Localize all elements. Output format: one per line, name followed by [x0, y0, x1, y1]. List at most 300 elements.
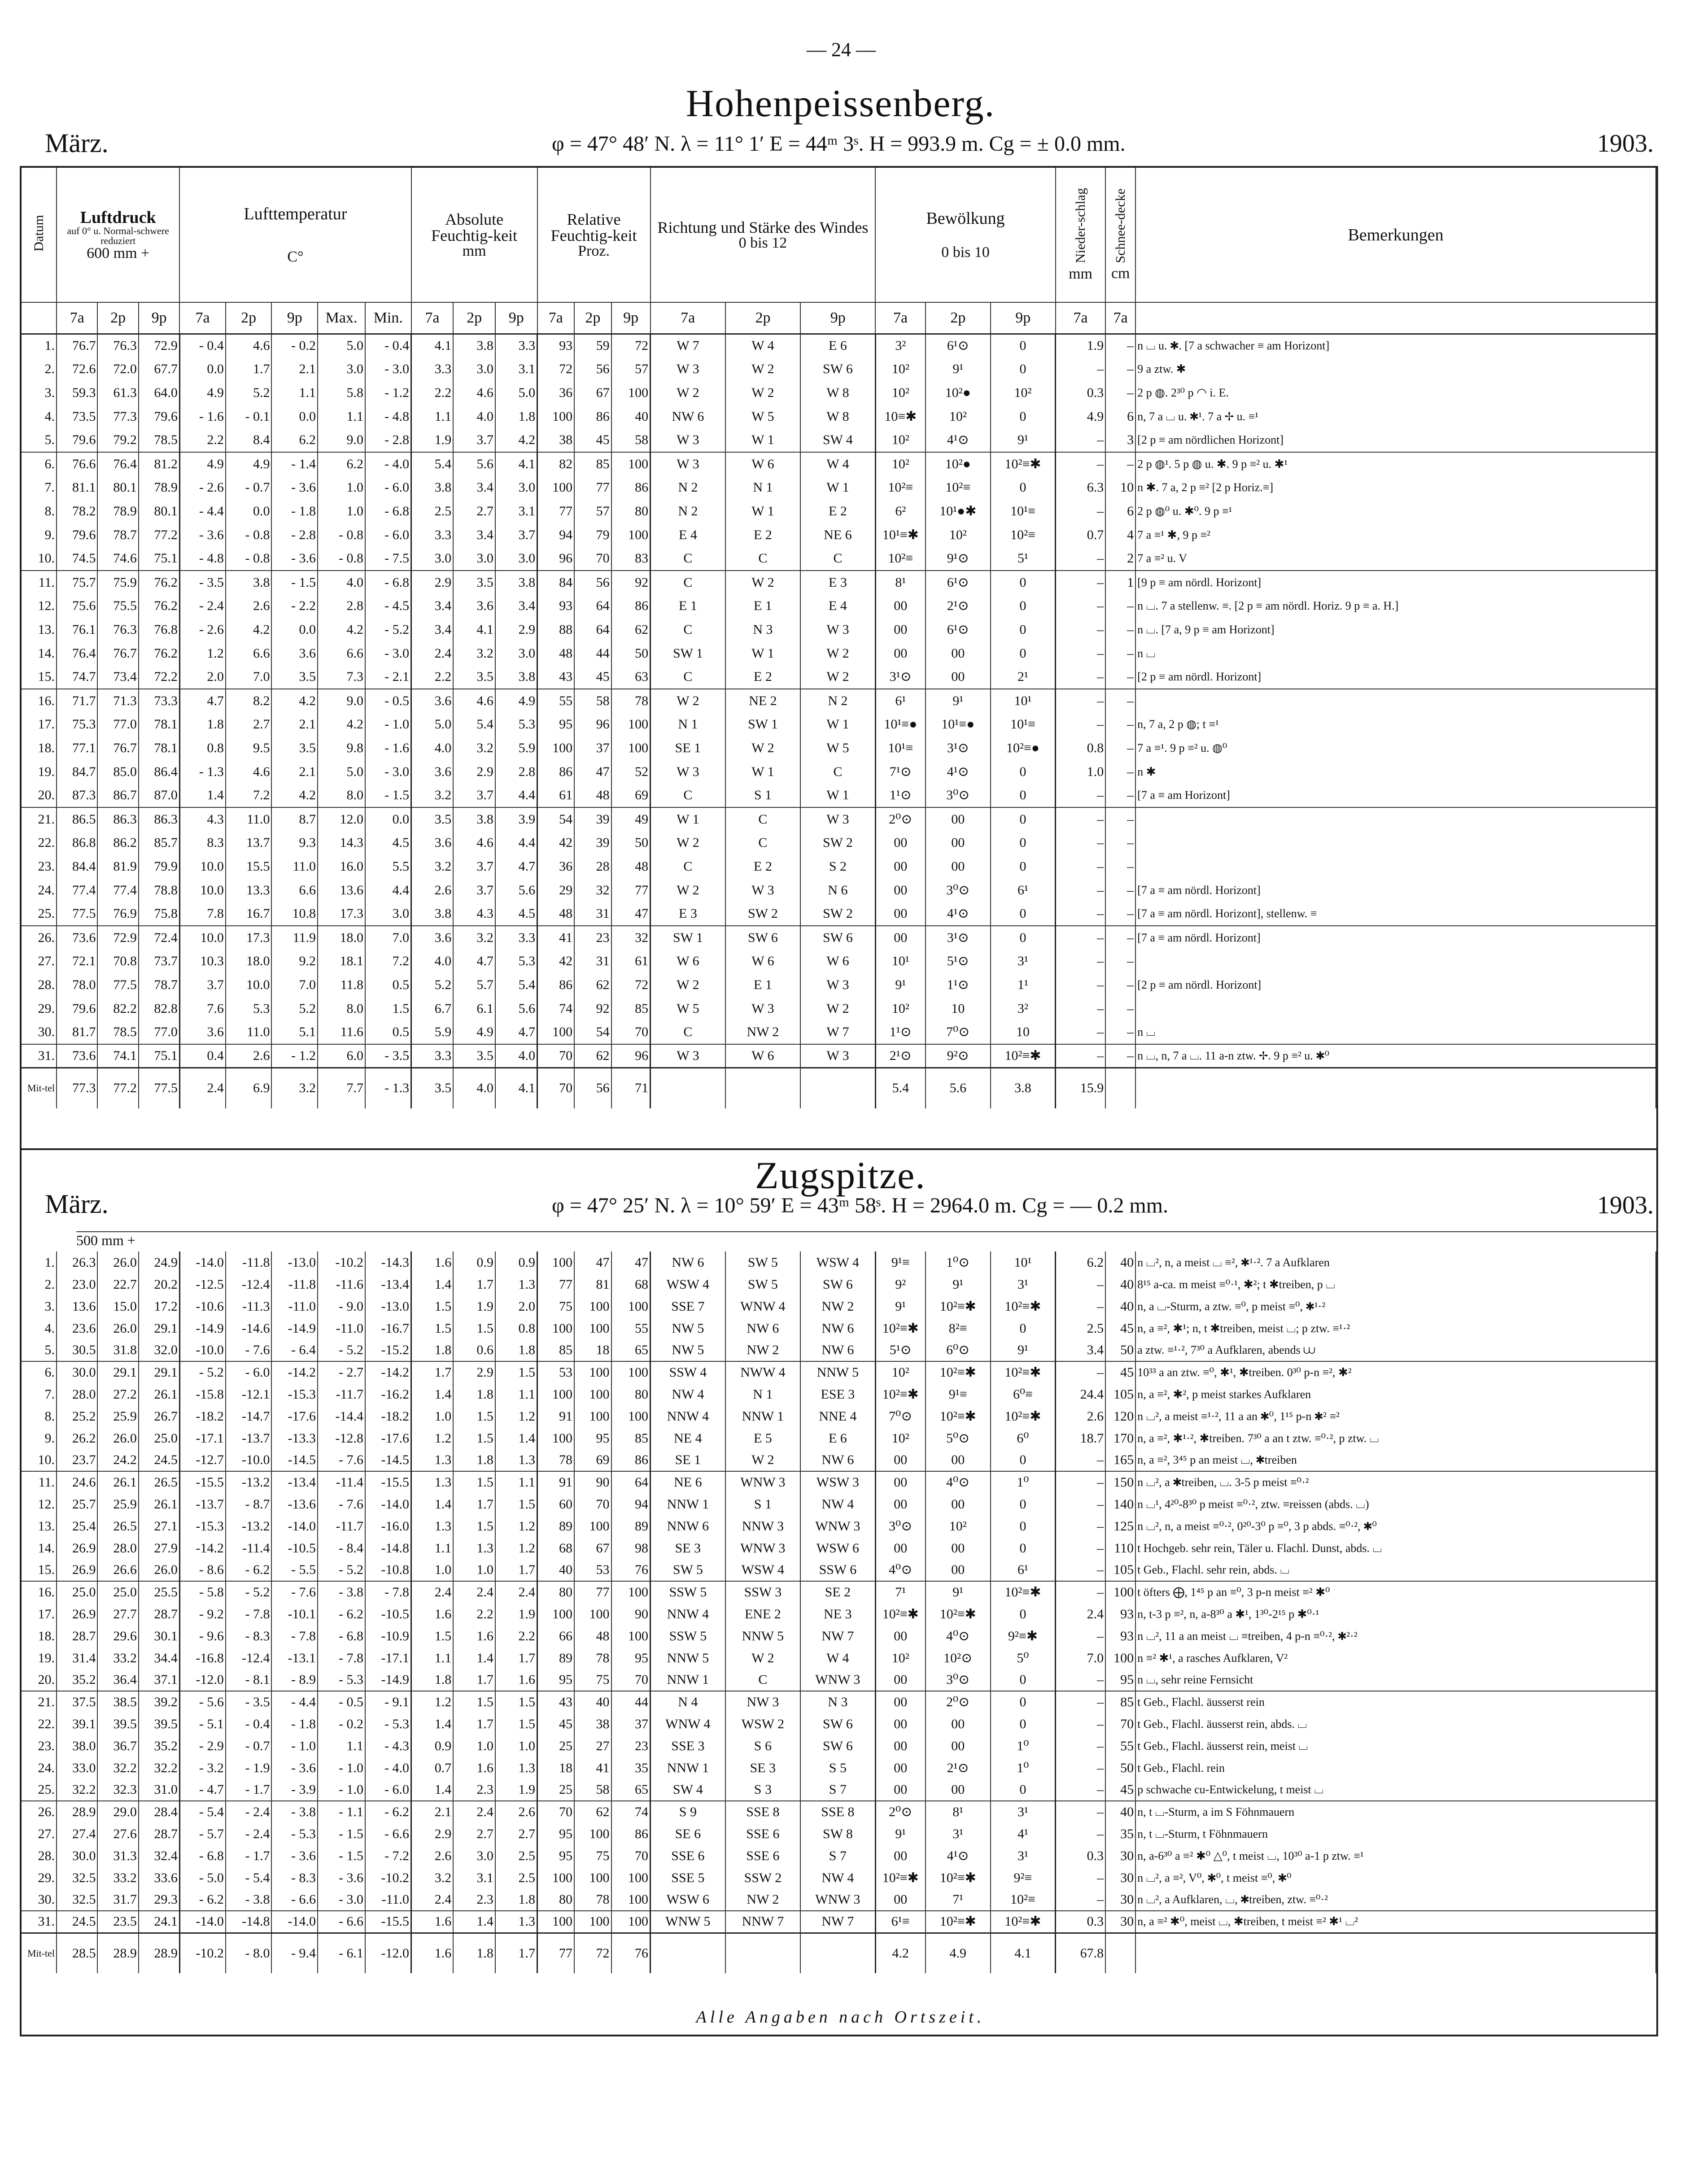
cell-tmin: -14.0	[365, 1493, 411, 1515]
year-2: 1903.	[1597, 1191, 1654, 1219]
cell-w2: E 5	[725, 1427, 800, 1449]
cell-b7: 00	[875, 1691, 926, 1713]
cell-a7: 2.6	[411, 878, 454, 902]
cell-r2: 100	[574, 1603, 611, 1625]
cell-w7: NE 6	[651, 1471, 725, 1493]
cell-t7: 10.0	[179, 926, 226, 950]
cell-r2: 58	[574, 689, 611, 713]
cell-tmax: - 5.2	[318, 1559, 365, 1581]
cell-p2: 27.6	[97, 1823, 138, 1845]
cell-bem: t öfters ⨁, 1⁴⁵ p an ≡⁰, 3 p-n meist ≡² ✱⁰	[1135, 1581, 1656, 1603]
cell-a9: 1.8	[495, 1339, 537, 1361]
cell-bem: n ⌴², a Aufklaren, ⌴, ✱treiben, ztw. ≡⁰·²	[1135, 1889, 1656, 1911]
cell-p2: 22.7	[97, 1273, 138, 1295]
table-row	[22, 357, 1656, 381]
cell-w7	[651, 1933, 725, 1973]
cell-p9: 25.5	[139, 1581, 179, 1603]
cell-t7: - 5.6	[179, 1691, 226, 1713]
cell-bem: n ⌴ u. ✱. [7 a schwacher ≡ am Horizont]	[1135, 334, 1656, 357]
cell-a2: 3.4	[453, 523, 495, 547]
table-row	[22, 1537, 1656, 1559]
cell-w9: SW 6	[800, 1713, 875, 1735]
cell-b2: 6⁰⊙	[926, 1339, 991, 1361]
cell-b9: 10²≡✱	[991, 1911, 1056, 1933]
cell-a2: 1.3	[453, 1537, 495, 1559]
cell-schnee: 150	[1105, 1471, 1135, 1493]
cell-b7: 10²≡✱	[875, 1867, 926, 1889]
cell-r7: 100	[537, 1603, 575, 1625]
cell-p9: 28.7	[139, 1603, 179, 1625]
cell-tmax: - 1.5	[318, 1823, 365, 1845]
cell-schnee: 105	[1105, 1383, 1135, 1405]
cell-w2: SW 6	[725, 926, 800, 950]
cell-schnee: –	[1105, 831, 1135, 855]
subheader-t9: 9p	[271, 302, 318, 334]
cell-tmax: -10.2	[318, 1251, 365, 1273]
cell-p7: 28.7	[57, 1625, 97, 1647]
cell-a9: 3.3	[495, 334, 537, 357]
cell-p9: 72.9	[139, 334, 179, 357]
cell-a9: 2.6	[495, 1801, 537, 1823]
cell-r7: 95	[537, 1669, 575, 1691]
cell-w9: C	[800, 547, 875, 571]
cell-w7: W 2	[651, 831, 725, 855]
cell-w2: C	[725, 831, 800, 855]
cell-r9: 100	[611, 1867, 651, 1889]
cell-p2: 24.2	[97, 1449, 138, 1471]
cell-w7: W 2	[651, 689, 725, 713]
cell-p2: 26.5	[97, 1515, 138, 1537]
cell-t2: - 0.8	[226, 547, 272, 571]
cell-b7: 10¹≡●	[875, 713, 926, 737]
table-row	[22, 807, 1656, 831]
cell-day: 29.	[22, 1867, 57, 1889]
cell-p2: 76.9	[97, 902, 138, 926]
cell-p7: 79.6	[57, 428, 97, 452]
cell-t9: 6.6	[271, 878, 318, 902]
cell-t7: - 8.6	[179, 1559, 226, 1581]
cell-p2: 61.3	[97, 381, 138, 405]
cell-w9: S 2	[800, 855, 875, 879]
cell-r2: 62	[574, 973, 611, 997]
cell-day: 9.	[22, 1427, 57, 1449]
cell-bem: p schwache cu-Entwickelung, t meist ⌴	[1135, 1779, 1656, 1801]
cell-r9: 68	[611, 1273, 651, 1295]
cell-r2: 79	[574, 523, 611, 547]
cell-b9: 0	[991, 1691, 1056, 1713]
cell-b2: 00	[926, 1559, 991, 1581]
cell-t9: - 3.6	[271, 476, 318, 500]
cell-a9: 4.4	[495, 784, 537, 807]
subheader-b2: 2p	[926, 302, 991, 334]
cell-p2: 71.3	[97, 689, 138, 713]
cell-day: 17.	[22, 1603, 57, 1625]
cell-a2: 4.6	[453, 831, 495, 855]
cell-w2: SE 3	[725, 1757, 800, 1779]
cell-t9: 4.2	[271, 689, 318, 713]
cell-a7: 3.3	[411, 357, 454, 381]
cell-tmin: -10.8	[365, 1559, 411, 1581]
cell-p2: 82.2	[97, 997, 138, 1020]
cell-day: 3.	[22, 1295, 57, 1317]
cell-r2: 53	[574, 1559, 611, 1581]
cell-r7: 84	[537, 571, 575, 594]
cell-p9: 72.4	[139, 926, 179, 950]
cell-a7: 0.7	[411, 1757, 454, 1779]
cell-tmin: 7.0	[365, 926, 411, 950]
cell-bem: n, a ≡², ✱¹; n, t ✱treiben, meist ⌴; p ztw. ≡¹·²	[1135, 1317, 1656, 1339]
cell-b7: 10²	[875, 1361, 926, 1383]
cell-tmax: 5.0	[318, 760, 365, 784]
cell-t7: - 6.2	[179, 1889, 226, 1911]
cell-bem: [2 p ≡ am nördlichen Horizont]	[1135, 428, 1656, 452]
cell-a9: 1.5	[495, 1713, 537, 1735]
cell-p7: 28.0	[57, 1383, 97, 1405]
cell-t9: -14.0	[271, 1911, 318, 1933]
cell-t9: - 1.8	[271, 500, 318, 523]
cell-schnee: 40	[1105, 1251, 1135, 1273]
cell-tmin: 4.4	[365, 878, 411, 902]
cell-b2: 00	[926, 1537, 991, 1559]
cell-tmin: 4.5	[365, 831, 411, 855]
cell-w2: NW 2	[725, 1889, 800, 1911]
cell-a2: 1.5	[453, 1317, 495, 1339]
cell-nied: –	[1056, 831, 1106, 855]
cell-w9	[800, 1068, 875, 1108]
cell-t9: - 3.8	[271, 1801, 318, 1823]
cell-p7: 28.5	[57, 1933, 97, 1973]
cell-a9: 3.8	[495, 665, 537, 689]
cell-p9: 26.7	[139, 1405, 179, 1427]
cell-w9: E 3	[800, 571, 875, 594]
cell-w7: N 2	[651, 476, 725, 500]
cell-t9: 7.0	[271, 973, 318, 997]
cell-w2: E 1	[725, 973, 800, 997]
cell-t9: - 7.8	[271, 1625, 318, 1647]
cell-nied: 6.3	[1056, 476, 1106, 500]
cell-r2: 48	[574, 1625, 611, 1647]
cell-bem: n, a ⌴-Sturm, a ztw. ≡⁰, p meist ≡⁰, ✱¹·²	[1135, 1295, 1656, 1317]
cell-t2: 16.7	[226, 902, 272, 926]
cell-r7: 77	[537, 1273, 575, 1295]
cell-r9: 58	[611, 428, 651, 452]
cell-p9: 78.9	[139, 476, 179, 500]
cell-schnee: –	[1105, 997, 1135, 1020]
cell-w7: SE 1	[651, 737, 725, 760]
cell-w2: WNW 3	[725, 1537, 800, 1559]
cell-tmin: - 3.5	[365, 1044, 411, 1068]
cell-p7: 81.7	[57, 1020, 97, 1044]
cell-day: 25.	[22, 902, 57, 926]
table-row	[22, 1735, 1656, 1757]
cell-tmin: -16.2	[365, 1383, 411, 1405]
cell-a2: 1.5	[453, 1471, 495, 1493]
cell-a7: 1.1	[411, 1537, 454, 1559]
cell-p7: 84.7	[57, 760, 97, 784]
cell-p9: 30.1	[139, 1625, 179, 1647]
cell-w7: W 7	[651, 334, 725, 357]
cell-p2: 76.3	[97, 334, 138, 357]
cell-t9: - 0.2	[271, 334, 318, 357]
cell-a9: 1.2	[495, 1405, 537, 1427]
cell-day: 18.	[22, 737, 57, 760]
section-divider	[20, 1148, 1658, 1150]
cell-t2: 17.3	[226, 926, 272, 950]
cell-p2: 26.0	[97, 1251, 138, 1273]
cell-r2: 56	[574, 571, 611, 594]
cell-b9: 9²≡	[991, 1867, 1056, 1889]
cell-a7: 1.8	[411, 1669, 454, 1691]
cell-p7: 77.5	[57, 902, 97, 926]
cell-b9: 0	[991, 1515, 1056, 1537]
cell-a2: 2.7	[453, 1823, 495, 1845]
cell-p9: 20.2	[139, 1273, 179, 1295]
cell-p9: 26.1	[139, 1383, 179, 1405]
cell-r2: 59	[574, 334, 611, 357]
cell-p2: 76.4	[97, 452, 138, 476]
cell-p7: 71.7	[57, 689, 97, 713]
cell-tmax: 1.0	[318, 500, 365, 523]
cell-nied: 18.7	[1056, 1427, 1106, 1449]
cell-p7: 87.3	[57, 784, 97, 807]
cell-p2: 75.5	[97, 594, 138, 618]
cell-a9: 3.0	[495, 476, 537, 500]
cell-schnee: –	[1105, 665, 1135, 689]
cell-b9: 3¹	[991, 1273, 1056, 1295]
cell-p7: 25.4	[57, 1515, 97, 1537]
cell-b2: 3¹	[926, 1823, 991, 1845]
cell-tmin: - 4.0	[365, 1757, 411, 1779]
cell-a7: 1.4	[411, 1273, 454, 1295]
cell-day: 8.	[22, 500, 57, 523]
cell-a7: 3.3	[411, 1044, 454, 1068]
cell-r2: 77	[574, 476, 611, 500]
cell-nied: –	[1056, 500, 1106, 523]
cell-w7: WSW 6	[651, 1889, 725, 1911]
cell-schnee: –	[1105, 1020, 1135, 1044]
cell-tmax: - 1.0	[318, 1757, 365, 1779]
subheader-a7: 7a	[411, 302, 454, 334]
cell-r7: 100	[537, 1317, 575, 1339]
cell-p7: 76.7	[57, 334, 97, 357]
cell-w9: NNW 5	[800, 1361, 875, 1383]
cell-nied: –	[1056, 1757, 1106, 1779]
cell-w2: W 1	[725, 760, 800, 784]
cell-r2: 100	[574, 1317, 611, 1339]
cell-a2: 2.2	[453, 1603, 495, 1625]
cell-b7: 9¹	[875, 973, 926, 997]
cell-t2: -11.8	[226, 1251, 272, 1273]
cell-w9: W 8	[800, 381, 875, 405]
table-row	[22, 1911, 1656, 1933]
cell-r9: 100	[611, 452, 651, 476]
cell-p2: 78.9	[97, 500, 138, 523]
cell-t2: 8.4	[226, 428, 272, 452]
cell-day: 11.	[22, 571, 57, 594]
table-row	[22, 547, 1656, 571]
cell-r7: 95	[537, 1823, 575, 1845]
cell-t2: -14.6	[226, 1317, 272, 1339]
cell-w7: SSW 4	[651, 1361, 725, 1383]
cell-r2: 32	[574, 878, 611, 902]
cell-b9: 1¹	[991, 973, 1056, 997]
table-row	[22, 1515, 1656, 1537]
cell-a2: 2.7	[453, 500, 495, 523]
cell-day: 27.	[22, 1823, 57, 1845]
cell-r2: 100	[574, 1361, 611, 1383]
cell-bem: [7 a ≡ am Horizont]	[1135, 784, 1656, 807]
cell-t7: -12.0	[179, 1669, 226, 1691]
cell-p9: 85.7	[139, 831, 179, 855]
cell-day: 15.	[22, 665, 57, 689]
cell-t2: - 0.1	[226, 405, 272, 428]
cell-t2: 18.0	[226, 950, 272, 973]
table-row	[22, 571, 1656, 594]
table-row	[22, 713, 1656, 737]
cell-r7: 36	[537, 381, 575, 405]
cell-w7: NNW 1	[651, 1669, 725, 1691]
table-row	[22, 784, 1656, 807]
cell-b9: 10	[991, 1020, 1056, 1044]
cell-a9: 2.7	[495, 1823, 537, 1845]
cell-b9: 3¹	[991, 1845, 1056, 1867]
cell-b7: 8¹	[875, 571, 926, 594]
cell-tmin: - 2.1	[365, 665, 411, 689]
cell-a2: 3.7	[453, 855, 495, 879]
cell-p7: 79.6	[57, 523, 97, 547]
cell-w9: W 6	[800, 950, 875, 973]
cell-a7: 3.6	[411, 689, 454, 713]
cell-day: 7.	[22, 476, 57, 500]
cell-w7: SE 3	[651, 1537, 725, 1559]
cell-r9: 55	[611, 1317, 651, 1339]
cell-p2: 74.1	[97, 1044, 138, 1068]
cell-r2: 64	[574, 594, 611, 618]
cell-p7: 30.0	[57, 1845, 97, 1867]
cell-w7: N 4	[651, 1691, 725, 1713]
cell-w7: NNW 4	[651, 1405, 725, 1427]
cell-b2: 4¹⊙	[926, 902, 991, 926]
table-row	[22, 1823, 1656, 1845]
cell-r9: 49	[611, 807, 651, 831]
table-row	[22, 1044, 1656, 1068]
cell-p7: 25.0	[57, 1581, 97, 1603]
cell-tmin: - 7.8	[365, 1581, 411, 1603]
cell-r7: 93	[537, 594, 575, 618]
cell-p9: 77.0	[139, 1020, 179, 1044]
cell-t2: 2.6	[226, 594, 272, 618]
cell-a7: 5.0	[411, 713, 454, 737]
cell-tmax: 16.0	[318, 855, 365, 879]
cell-r2: 58	[574, 1779, 611, 1801]
table-row	[22, 381, 1656, 405]
cell-r2: 39	[574, 831, 611, 855]
cell-w7: SSW 5	[651, 1625, 725, 1647]
cell-b9: 3.8	[991, 1068, 1056, 1108]
cell-r9: 64	[611, 1471, 651, 1493]
cell-tmin: - 6.2	[365, 1801, 411, 1823]
cell-r7: 55	[537, 689, 575, 713]
cell-r9: 85	[611, 997, 651, 1020]
hdr-absf: Absolute Feuchtig-keit mm	[411, 168, 537, 302]
cell-a9: 3.4	[495, 594, 537, 618]
cell-t7: - 5.7	[179, 1823, 226, 1845]
cell-t7: - 2.6	[179, 476, 226, 500]
cell-t7: 0.0	[179, 357, 226, 381]
cell-a9: 4.5	[495, 902, 537, 926]
cell-b2: 10²≡✱	[926, 1867, 991, 1889]
cell-schnee: 100	[1105, 1581, 1135, 1603]
cell-nied: –	[1056, 784, 1106, 807]
cell-day: Mit-tel	[22, 1068, 57, 1108]
cell-r9: 86	[611, 1449, 651, 1471]
cell-p9: 79.6	[139, 405, 179, 428]
subheader-p2: 2p	[97, 302, 138, 334]
cell-r7: 82	[537, 452, 575, 476]
cell-t7: - 0.4	[179, 334, 226, 357]
cell-tmin: - 6.6	[365, 1823, 411, 1845]
cell-p2: 15.0	[97, 1295, 138, 1317]
cell-day: 19.	[22, 1647, 57, 1669]
cell-a2: 4.6	[453, 381, 495, 405]
cell-r7: 80	[537, 1581, 575, 1603]
cell-tmin: - 6.0	[365, 476, 411, 500]
cell-tmin: - 2.8	[365, 428, 411, 452]
table-row	[22, 878, 1656, 902]
cell-b2: 7¹	[926, 1889, 991, 1911]
cell-t9: - 2.8	[271, 523, 318, 547]
cell-a2: 3.2	[453, 737, 495, 760]
data-table-hohenpeissenberg	[22, 168, 1656, 1108]
cell-day: 20.	[22, 784, 57, 807]
cell-r9: 48	[611, 855, 651, 879]
cell-day: 17.	[22, 713, 57, 737]
cell-r7: 77	[537, 500, 575, 523]
cell-r9: 100	[611, 523, 651, 547]
cell-a2: 1.5	[453, 1515, 495, 1537]
cell-b9: 10²≡●	[991, 737, 1056, 760]
cell-a9: 1.9	[495, 1603, 537, 1625]
cell-r9: 90	[611, 1603, 651, 1625]
cell-b2: 10	[926, 997, 991, 1020]
cell-day: 4.	[22, 1317, 57, 1339]
cell-w2: E 2	[725, 855, 800, 879]
cell-nied: –	[1056, 1669, 1106, 1691]
cell-b9: 1⁰	[991, 1757, 1056, 1779]
cell-w9: SW 4	[800, 428, 875, 452]
cell-r9: 70	[611, 1020, 651, 1044]
cell-r9: 85	[611, 1427, 651, 1449]
cell-b2: 00	[926, 1449, 991, 1471]
cell-b9: 10²≡✱	[991, 1361, 1056, 1383]
cell-p7: 25.2	[57, 1405, 97, 1427]
cell-tmin: -14.5	[365, 1449, 411, 1471]
cell-a7: 1.3	[411, 1515, 454, 1537]
cell-nied: 2.6	[1056, 1405, 1106, 1427]
data-table-zugspitze	[22, 1251, 1656, 1973]
cell-w2: NE 2	[725, 689, 800, 713]
cell-a7: 1.6	[411, 1933, 454, 1973]
cell-t9: -14.9	[271, 1317, 318, 1339]
cell-w9: NNE 4	[800, 1405, 875, 1427]
cell-p9: 78.5	[139, 428, 179, 452]
cell-w2: SW 5	[725, 1251, 800, 1273]
hdr-schneedecke: Schnee-decke cm	[1105, 168, 1135, 302]
cell-b9: 10²≡✱	[991, 1044, 1056, 1068]
cell-a7: 5.9	[411, 1020, 454, 1044]
cell-a2: 4.0	[453, 405, 495, 428]
cell-a7: 2.4	[411, 641, 454, 665]
